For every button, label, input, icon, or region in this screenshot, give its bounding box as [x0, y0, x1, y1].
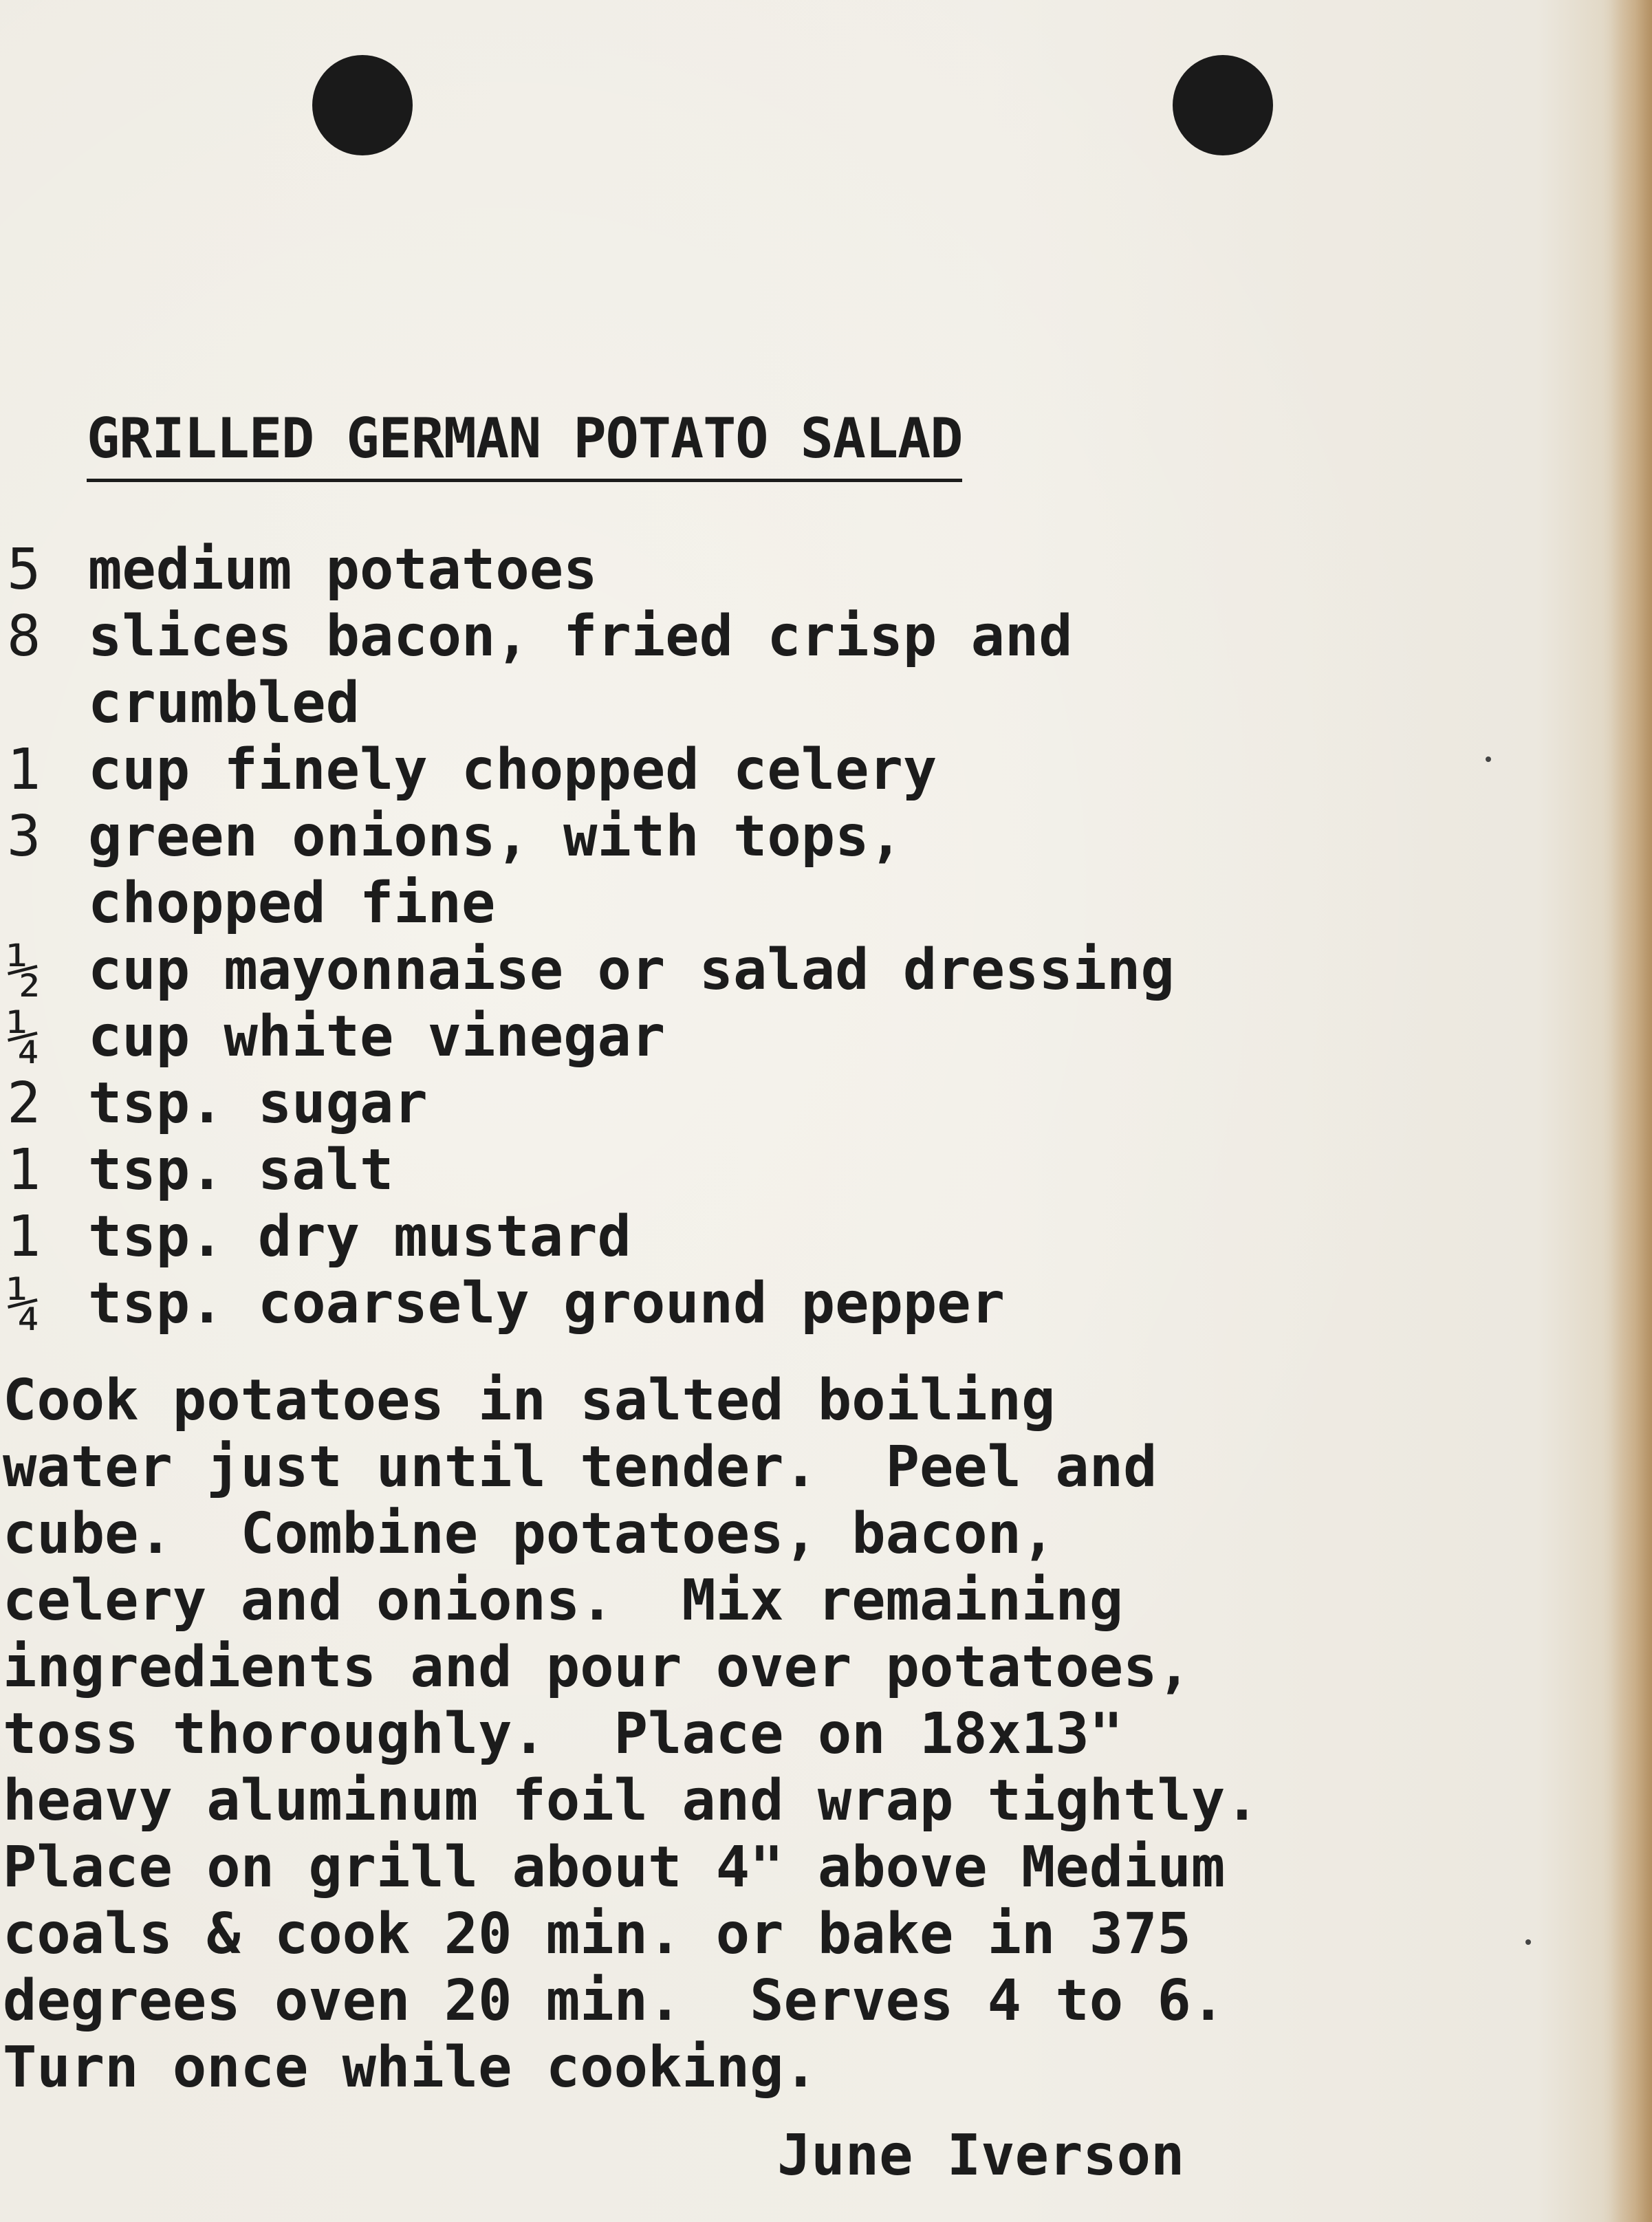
ingredient-row: [7, 937, 1175, 1003]
ingredient-quantity: ¼: [7, 1004, 41, 1069]
ingredient-text: tsp. dry mustard: [88, 1204, 631, 1270]
instructions: [3, 1367, 1259, 2101]
recipe-title: GRILLED GERMAN POTATO SALAD: [87, 411, 962, 482]
ingredient-quantity: 1: [7, 737, 41, 803]
ingredient-row: [7, 1137, 1175, 1203]
ingredient-text: cup mayonnaise or salad dressing: [88, 937, 1175, 1003]
ingredient-quantity: 1: [7, 1137, 41, 1203]
ingredient-quantity: 5: [7, 537, 41, 602]
instruction-line: Place on grill about 4" above Medium: [3, 1835, 1226, 1900]
ingredient-row: [7, 1003, 1175, 1070]
instruction-line: heavy aluminum foil and wrap tightly.: [3, 1768, 1259, 1833]
instruction-line: cube. Combine potatoes, bacon,: [3, 1501, 1056, 1567]
instruction-line: degrees oven 20 min. Serves 4 to 6.: [3, 1968, 1226, 2034]
ingredient-row: [7, 1070, 1175, 1137]
instruction-line: Cook potatoes in salted boiling: [3, 1368, 1056, 1433]
punch-hole-left: [312, 55, 413, 155]
recipe-author: June Iverson: [777, 2123, 1185, 2188]
instruction-line: water just until tender. Peel and: [3, 1435, 1158, 1500]
ingredient-quantity: ¼: [7, 1271, 41, 1336]
ingredient-quantity: 8: [7, 604, 41, 669]
ingredient-text: green onions, with tops, chopped fine: [88, 804, 903, 936]
ingredient-text: tsp. salt: [88, 1137, 394, 1203]
ingredient-quantity: 3: [7, 804, 41, 869]
ingredient-text: cup white vinegar: [88, 1004, 666, 1069]
ingredient-quantity: 2: [7, 1071, 41, 1136]
punch-hole-right: [1173, 55, 1273, 155]
ingredient-row: [7, 737, 1175, 803]
ingredient-text: tsp. sugar: [88, 1071, 428, 1136]
ingredient-row: [7, 1203, 1175, 1270]
ingredient-text: slices bacon, fried crisp and crumbled: [88, 604, 1073, 736]
ingredient-quantity: 1: [7, 1204, 41, 1270]
instruction-line: toss thoroughly. Place on 18x13": [3, 1701, 1124, 1767]
ingredient-row: [7, 803, 1175, 937]
instruction-line: celery and onions. Mix remaining: [3, 1568, 1124, 1633]
ingredient-text: tsp. coarsely ground pepper: [88, 1271, 1005, 1336]
ingredient-text: medium potatoes: [88, 537, 598, 602]
ingredient-row: [7, 603, 1175, 737]
edge-stain: [1611, 0, 1652, 2222]
instruction-line: coals & cook 20 min. or bake in 375: [3, 1902, 1191, 1967]
ingredient-row: [7, 1270, 1175, 1337]
ingredient-list: [7, 536, 1175, 1337]
ingredient-text: cup finely chopped celery: [88, 737, 937, 803]
instruction-line: Turn once while cooking.: [3, 2035, 818, 2100]
ingredient-row: [7, 536, 1175, 603]
instruction-line: ingredients and pour over potatoes,: [3, 1635, 1191, 1700]
ingredient-quantity: ½: [7, 937, 41, 1003]
ink-speck: [1486, 756, 1491, 762]
ink-speck: [1525, 1939, 1531, 1945]
